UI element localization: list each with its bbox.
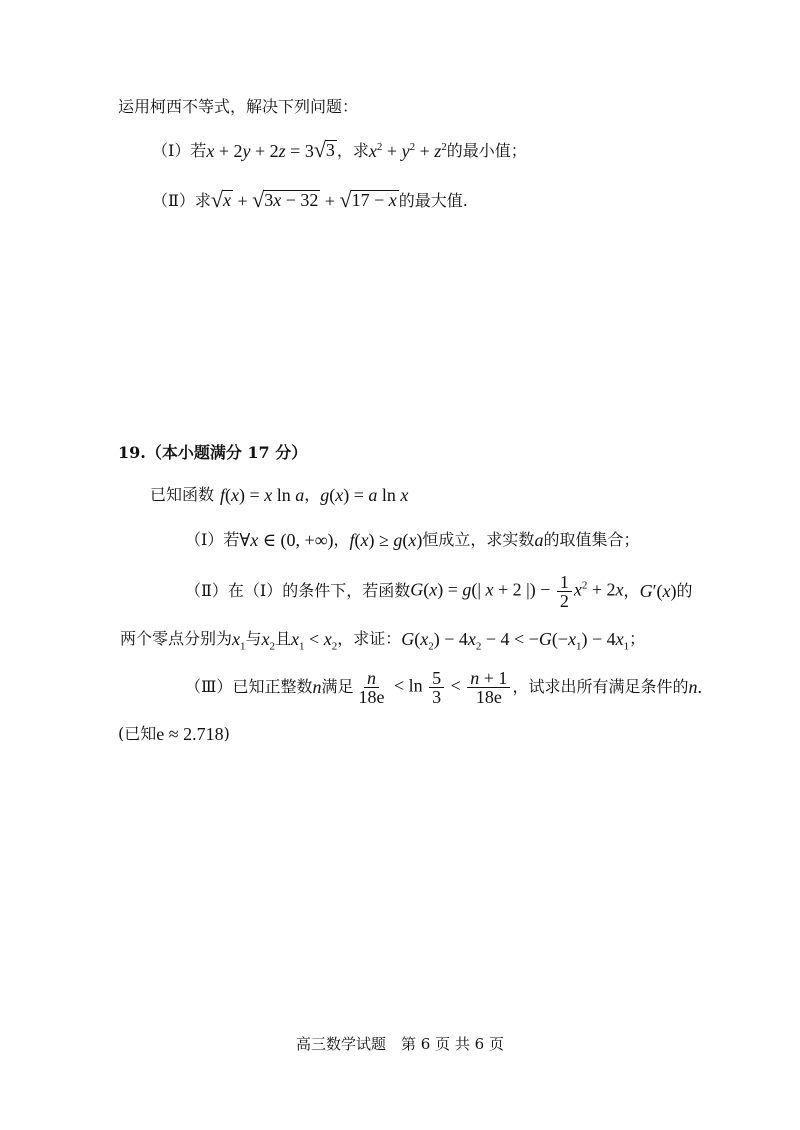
inequality-fg: f(x) ≥ g(x) [349, 530, 423, 550]
target-formula: $x^2 + y^2 + z^2$ [368, 140, 447, 161]
q19-part3: （Ⅲ） 已知正整数 n 满足 $\frac{n}{18e}$ < ln $\frac{5}{3}$ < $\frac{n + 1}{18e}$ ，试求出所有满足条件的 n . [185, 667, 702, 707]
forall-domain: ∀x ∈ (0, +∞) [239, 530, 334, 550]
constraint-formula: x + 2y + 2z = 3 √ 3 [206, 137, 335, 162]
q19-part1: （Ⅰ） 若 ∀x ∈ (0, +∞) ， f(x) ≥ g(x) 恒成立，求实数 a 的取值集合； [185, 530, 640, 550]
q19-part2: （Ⅱ） 在（Ⅰ）的条件下，若函数 G(x) = g(| x + 2 |) − $\frac{1}{2}$ $x^2 + 2x$ ， G′(x) 的 [185, 571, 693, 611]
G-derivative: G′(x) [639, 581, 677, 601]
sqrt-sum-formula: √ x + √ 3x − 32 + √ 17 − x [210, 187, 397, 212]
G-definition: G(x) = g(| x + 2 |) − $\frac{1}{2}$ $x^2 + 2x$ [410, 571, 624, 611]
page-footer: 高三数学试题 第 6 页 共 6 页 [296, 1035, 504, 1053]
prev-intro: 运用柯西不等式，解决下列问题： [118, 97, 359, 116]
q19-part2-line2: 两个零点分别为 $x_1$ 与 $x_2$ 且 $x_1 < x_2$ ，求证： $G(x_2) - 4x_2 - 4 < -G(-x_1) - 4x_1$ ； [120, 629, 646, 653]
ln-inequality: $\frac{n}{18e}$ < ln $\frac{5}{3}$ < $\frac{n + 1}{18e}$ [353, 669, 512, 706]
prev-part1: （Ⅰ） 若 x + 2y + 2z = 3 √ 3 ，求 $x^2 + y^2 + z^2$ 的最小值； [152, 137, 527, 162]
prev-part2: （Ⅱ） 求 √ x + √ 3x − 32 + √ 17 − x 的最大值. [152, 187, 468, 212]
q19-note: (已知 e ≈ 2.718 ) [118, 724, 230, 744]
q19-header: 19.（本小题满分 17 分） [118, 443, 308, 462]
proof-inequality: $G(x_2) - 4x_2 - 4 < -G(-x_1) - 4x_1$ [401, 629, 630, 653]
g-definition: g(x) = a ln x [320, 485, 409, 505]
q19-given: 已知函数 f(x) = x ln a ， g(x) = a ln x [150, 485, 409, 505]
f-definition: f(x) = x ln a [220, 485, 305, 505]
